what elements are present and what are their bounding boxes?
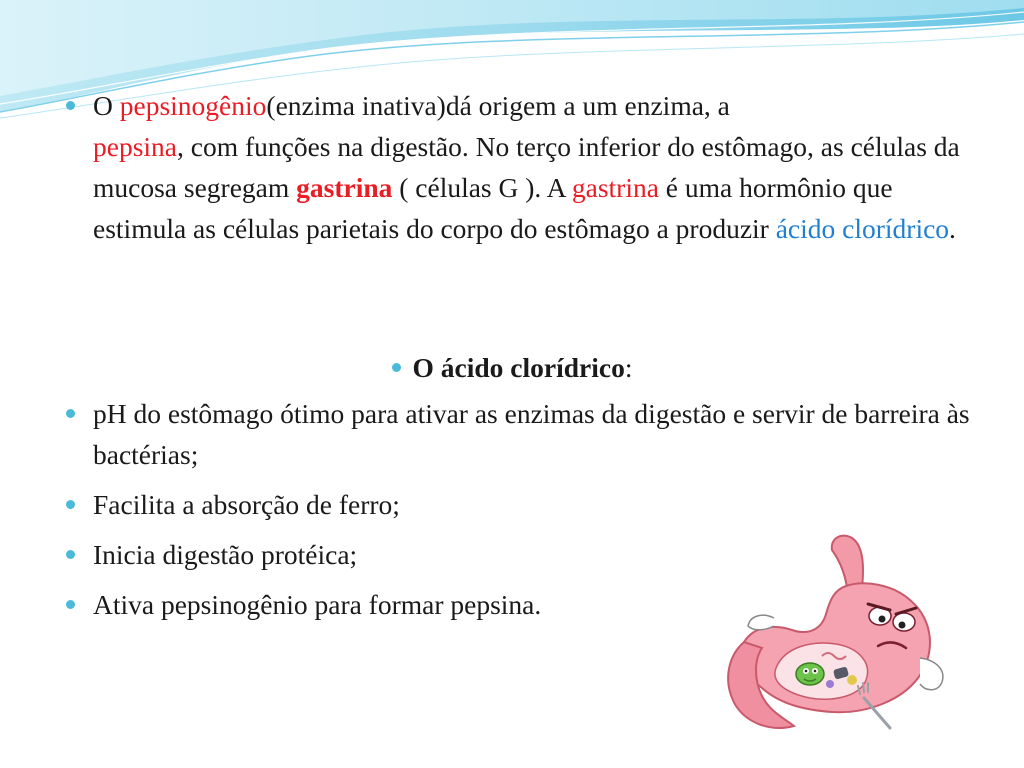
text-segment: . [949,213,956,244]
term-pepsinogenio: pepsinogênio [119,90,267,121]
bullet-icon [66,500,75,509]
term-gastrina: gastrina [571,172,659,203]
text-segment: O [93,90,120,121]
term-acido-cloridrico: ácido clorídrico [775,213,950,244]
text-segment: ( células G ). A [392,172,572,203]
intro-paragraph [93,85,973,249]
list-item: Facilita a absorção de ferro; [93,489,400,520]
term-pepsina: pepsina [93,131,178,162]
text-segment: é uma hormônio que estimula as células parietais do corpo do estômago a produzir [93,172,893,244]
bullet-icon [66,101,75,110]
bullet-icon [392,363,401,372]
bullet-icon [66,600,75,609]
list-item: pH do estômago ótimo para ativar as enzimas da digestão e servir de barreira às bactérias; [93,398,970,470]
term-gastrina-bold: gastrina [296,172,393,203]
section-heading [0,347,1024,388]
heading-suffix: : [624,352,633,383]
text-segment: , com funções na digestão. No terço inferior do estômago, as células da mucosa segregam [93,131,960,203]
heading-text: O ácido clorídrico [412,352,625,383]
list-item: Ativa pepsinogênio para formar pepsina. [93,589,542,620]
list-item: Inicia digestão protéica; [93,539,358,570]
bullet-icon [66,550,75,559]
text-segment: (enzima inativa)dá origem a um enzima, a [266,90,730,121]
bullet-icon [66,409,75,418]
stomach-cartoon-icon [714,528,956,746]
